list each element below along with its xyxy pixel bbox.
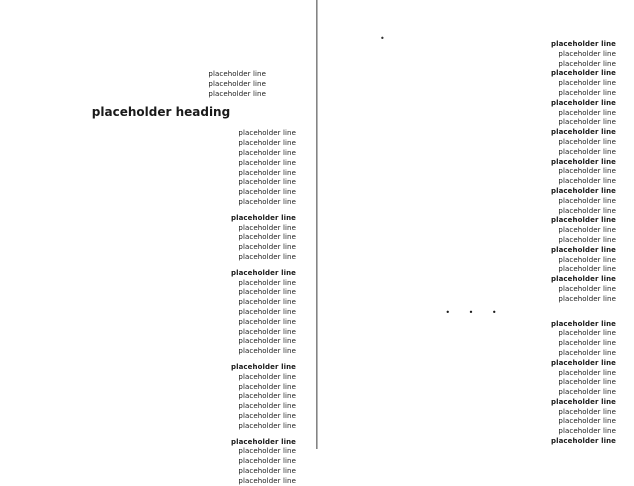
text-line: placeholder line [558,407,616,416]
text-line: placeholder line [238,243,296,252]
epigraph-line: placeholder line [208,89,266,98]
text-line: placeholder line [238,178,296,187]
text-line: placeholder line [558,427,616,436]
text-line: placeholder line [231,268,296,277]
text-line: placeholder line [238,148,296,157]
text-line: placeholder line [558,329,616,338]
text-line: placeholder line [231,213,296,222]
text-line: placeholder line [558,284,616,293]
page-top-mark: • [380,34,385,43]
text-line: placeholder line [238,402,296,411]
text-line: placeholder line [551,157,616,166]
text-line: placeholder line [238,129,296,138]
text-line: placeholder line [238,278,296,287]
text-line: placeholder line [238,327,296,336]
text-line: placeholder line [558,388,616,397]
text-line: placeholder line [558,177,616,186]
text-line: placeholder line [558,79,616,88]
text-line: placeholder line [238,233,296,242]
text-line: placeholder line [238,372,296,381]
text-line: placeholder line [558,378,616,387]
section-heading: placeholder heading [91,105,231,120]
text-line: placeholder line [238,158,296,167]
text-line: placeholder line [551,437,616,446]
text-line: placeholder line [238,197,296,206]
text-line: placeholder line [238,347,296,356]
text-line: placeholder line [238,168,296,177]
text-line: placeholder line [238,392,296,401]
text-line: placeholder line [558,108,616,117]
text-line: placeholder line [238,382,296,391]
text-line: placeholder line [238,317,296,326]
text-line: placeholder line [558,226,616,235]
text-line: placeholder line [558,235,616,244]
text-line: placeholder line [551,128,616,137]
text-line: placeholder line [551,275,616,284]
right-body-text-1 [334,40,616,305]
text-line: placeholder line [238,421,296,430]
text-line: placeholder line [238,139,296,148]
text-line: placeholder line [558,255,616,264]
text-line: placeholder line [238,252,296,261]
text-line: placeholder line [558,59,616,68]
text-line: placeholder line [238,188,296,197]
text-line: placeholder line [558,88,616,97]
text-line: placeholder line [551,397,616,406]
text-line: placeholder line [238,466,296,475]
text-line: placeholder line [238,337,296,346]
text-line: placeholder line [551,40,616,48]
epigraph [26,70,296,99]
text-line: placeholder line [558,368,616,377]
text-line: placeholder line [558,118,616,127]
text-line: placeholder line [558,417,616,426]
text-line: placeholder line [558,339,616,348]
text-line: placeholder line [238,411,296,420]
text-line: placeholder line [551,186,616,195]
text-line: placeholder line [558,49,616,58]
text-line: placeholder line [551,69,616,78]
section-separator: • • • [445,307,505,317]
text-line: placeholder line [238,476,296,485]
text-line: placeholder line [558,137,616,146]
text-line: placeholder line [238,288,296,297]
text-line: placeholder line [558,206,616,215]
text-line: placeholder line [238,298,296,307]
text-line: placeholder line [558,348,616,357]
text-line: placeholder line [238,447,296,456]
text-line: placeholder line [238,223,296,232]
text-line: placeholder line [238,457,296,466]
text-line: placeholder line [558,265,616,274]
text-line: placeholder line [231,437,296,446]
epigraph-line: placeholder line [208,70,266,78]
text-line: placeholder line [551,319,616,328]
text-line: placeholder line [551,358,616,367]
right-page [318,0,634,449]
text-line: placeholder line [558,196,616,205]
text-line: placeholder line [558,294,616,303]
text-line: placeholder line [558,167,616,176]
text-line: placeholder line [551,245,616,254]
left-body-text [26,129,296,486]
right-body-text-2 [334,320,616,447]
text-line: placeholder line [551,216,616,225]
text-line: placeholder line [231,362,296,371]
left-page [0,0,316,485]
text-line: placeholder line [238,307,296,316]
text-line: placeholder line [558,147,616,156]
text-line: placeholder line [551,98,616,107]
epigraph-line: placeholder line [208,79,266,88]
